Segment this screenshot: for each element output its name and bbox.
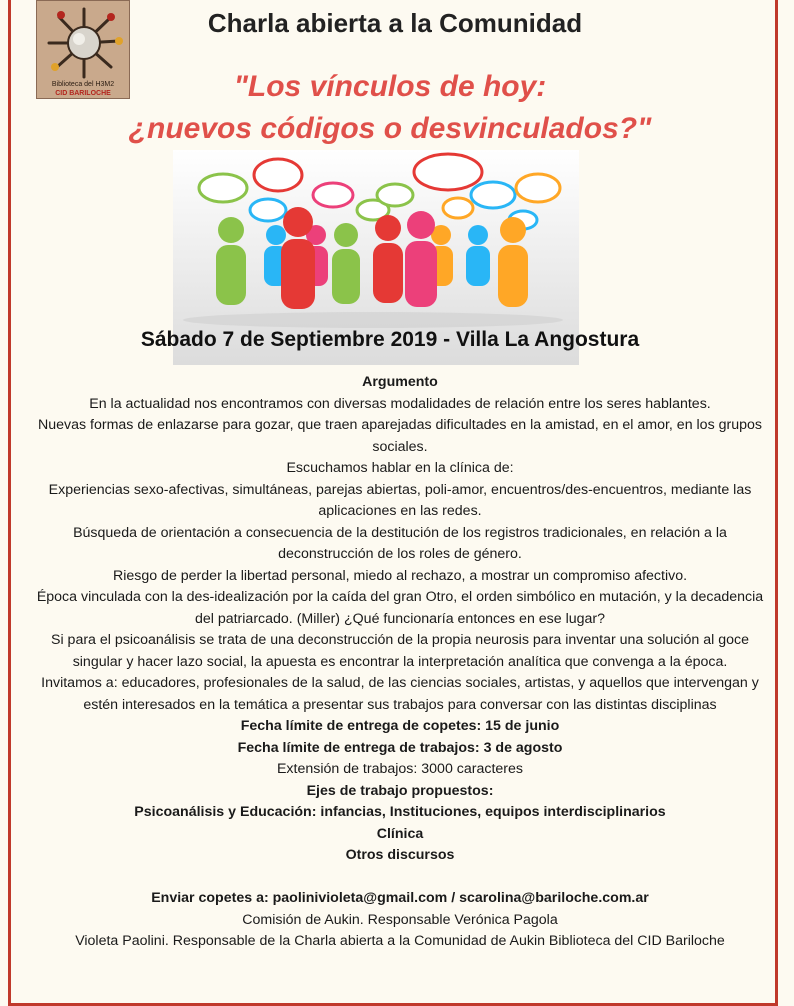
logo-caption: Biblioteca del H3M2 — [51, 81, 115, 88]
ejes-heading: Ejes de trabajo propuestos: — [306, 782, 494, 799]
argument-heading: Argumento — [362, 374, 438, 390]
eje-item: Psicoanálisis y Educación: infancias, Instituciones, equipos interdisciplinarios — [134, 804, 666, 820]
paragraph: Si para el psicoanálisis se trata de una deconstrucción de la propia neurosis para inventar una solución al goce singular y hacer lazo social, la apuesta es encontrar la interpretación analítica que convenga a la época. — [51, 632, 749, 670]
send-to-contact: Enviar copetes a: paolinivioleta@gmail.com / scarolina@bariloche.com.ar — [151, 890, 649, 906]
paragraph: Riesgo de perder la libertad personal, miedo al rechazo, a mostrar un compromiso afectivo. — [112, 567, 688, 584]
spacer — [28, 867, 772, 889]
eje-item: Otros discursos — [345, 847, 455, 863]
event-title-line-2: ¿nuevos códigos o desvinculados?" — [128, 112, 652, 145]
paragraph: En la actualidad nos encontramos con diversas modalidades de relación entre los seres hablantes. — [89, 395, 711, 412]
paragraph: Experiencias sexo-afectivas, simultáneas, parejas abiertas, poli-amor, encuentros/des-encuentros, mediante las aplicaciones en las redes. — [48, 481, 752, 519]
paragraph: Nuevas formas de enlazarse para gozar, que traen aparejadas dificultades en la amistad, en el amor, en los grupos sociales. — [38, 417, 762, 455]
eje-item: Clínica — [376, 825, 424, 842]
responsible-line: Violeta Paolini. Responsable de la Charla abierta a la Comunidad de Aukin Biblioteca del CID Bariloche — [75, 933, 725, 949]
paragraph: Búsqueda de orientación a consecuencia de la destitución de los registros tradicionales, en relación a la deconstrucción de los roles de género. — [73, 524, 727, 562]
extension-note: Extensión de trabajos: 3000 caracteres — [276, 761, 524, 777]
deadline-copetes: Fecha límite de entrega de copetes: 15 de junio — [240, 718, 560, 734]
commission-line: Comisión de Aukin. Responsable Verónica Pagola — [242, 911, 558, 928]
logo-emblem-icon — [37, 1, 130, 81]
paragraph: Escuchamos hablar en la clínica de: — [286, 460, 514, 476]
logo-subcaption: CID BARILOCHE — [55, 90, 111, 97]
event-title-line-1: "Los vínculos de hoy: — [233, 70, 547, 103]
paragraph: Época vinculada con la des-idealización por la caída del gran Otro, el orden simbólico en mutación, y la decadencia del patriarcado. (Miller) ¿Qué funcionaría entonces en ese lugar? — [36, 589, 764, 627]
event-description — [28, 372, 772, 953]
event-date-location: Sábado 7 de Septiembre 2019 - Villa La Angostura — [140, 328, 640, 351]
deadline-trabajos: Fecha límite de entrega de trabajos: 3 de agosto — [237, 739, 563, 756]
page-heading: Charla abierta a la Comunidad — [207, 8, 583, 38]
paragraph: Invitamos a: educadores, profesionales de la salud, de las ciencias sociales, artistas, y aquellos que intervengan y estén interesados en la temática a presentar sus trabajos para conversar con las distintas disciplinas — [41, 675, 759, 713]
